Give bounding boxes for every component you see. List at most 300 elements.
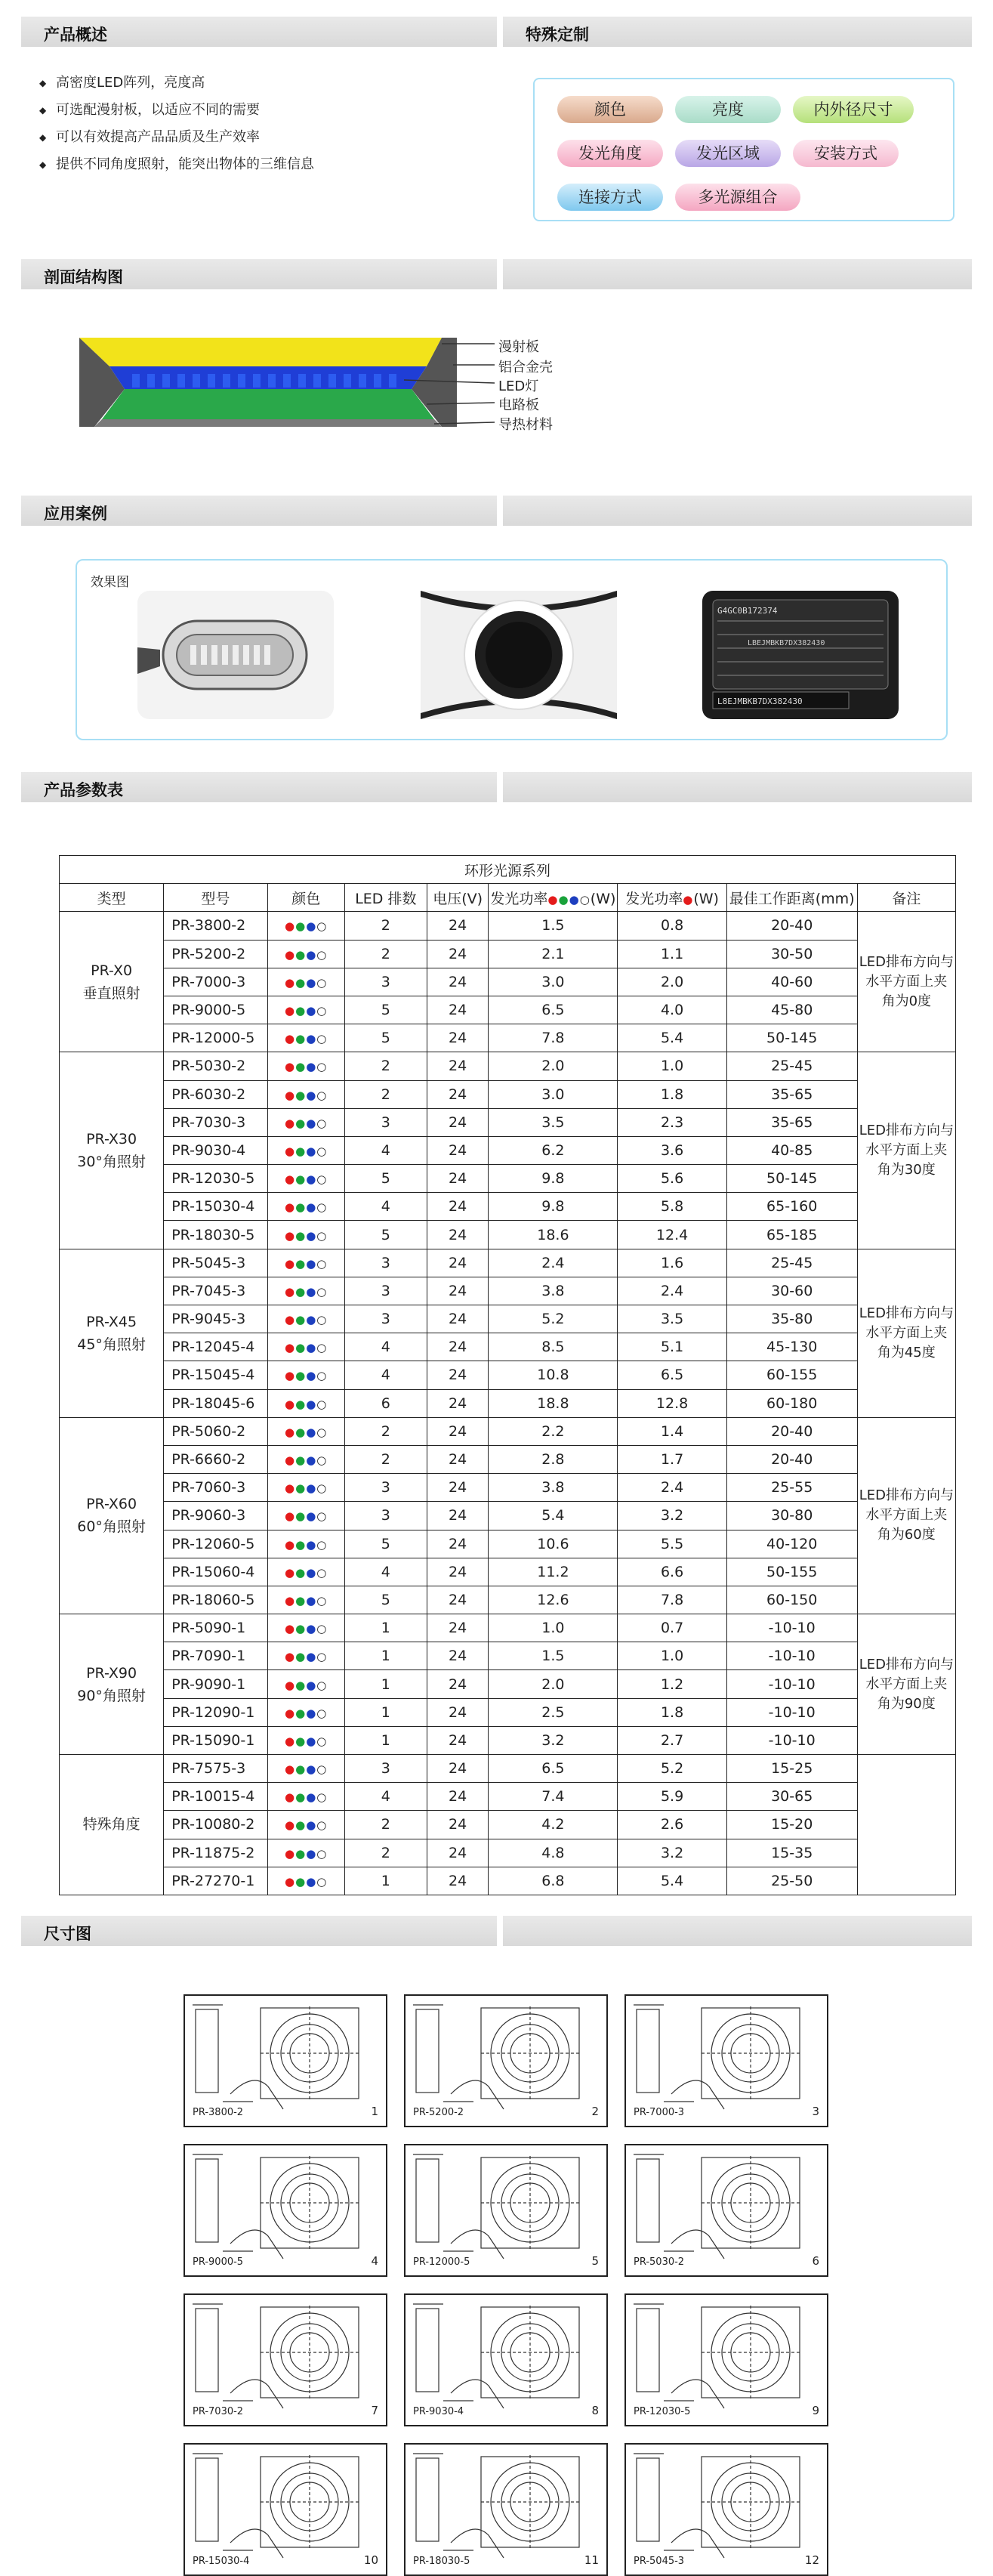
voltage-cell: 24 (427, 1249, 489, 1277)
power-rgbw-cell: 5.4 (489, 1502, 618, 1530)
power-red-cell: 2.4 (618, 1474, 726, 1502)
drawing-model: PR-15030-4 (193, 2556, 250, 2567)
type-angle: 45°角照射 (77, 1336, 146, 1353)
header-type: 类型 (60, 884, 164, 912)
drawing-model: PR-5045-3 (634, 2556, 685, 2567)
table-row (60, 1614, 956, 1642)
plate-line: L8EJMBKB7DX382430 (717, 697, 803, 706)
layer-label: 铝合金壳 (498, 360, 553, 375)
table-row (60, 1726, 956, 1754)
voltage-cell: 24 (427, 1867, 489, 1895)
dimension-drawing (404, 2293, 608, 2426)
power-rgbw-cell: 5.2 (489, 1305, 618, 1333)
cases-box (76, 559, 948, 740)
power-rgbw-cell: 1.5 (489, 1642, 618, 1670)
drawing-number: 11 (584, 2553, 599, 2567)
power-rgbw-cell: 4.8 (489, 1839, 618, 1867)
voltage-cell: 24 (427, 1361, 489, 1389)
power-red-cell: 5.5 (618, 1530, 726, 1558)
note-cell (857, 1755, 955, 1895)
power-red-cell: 1.8 (618, 1698, 726, 1726)
color-dots: ●●●○ (267, 940, 344, 968)
bullet-item: ◆ 提供不同角度照射，能突出物体的三维信息 (39, 151, 314, 178)
table-row (60, 1783, 956, 1811)
table-row (60, 1305, 956, 1333)
type-angle: 90°角照射 (77, 1687, 146, 1704)
power-rgbw-cell: 7.4 (489, 1783, 618, 1811)
model-cell: PR-9090-1 (164, 1670, 267, 1698)
dimension-drawing (183, 2443, 387, 2576)
section-header-dimensions (21, 1916, 497, 1946)
table-caption: 环形光源系列 (60, 856, 956, 884)
power-rgbw-cell: 2.0 (489, 1052, 618, 1080)
type-angle: 30°角照射 (77, 1153, 146, 1170)
power-red-cell: 5.4 (618, 1867, 726, 1895)
model-cell: PR-5060-2 (164, 1417, 267, 1445)
led-rows-cell: 5 (344, 1024, 427, 1052)
led-rows-cell: 4 (344, 1361, 427, 1389)
spec-table (59, 855, 956, 1895)
table-row (60, 996, 956, 1024)
drawing-number: 4 (371, 2254, 378, 2268)
section-header-blank (503, 496, 972, 526)
option-mounting: 安装方式 (793, 140, 899, 167)
color-dots: ●●●○ (267, 1024, 344, 1052)
power-rgbw-cell: 6.8 (489, 1867, 618, 1895)
color-dots: ●●●○ (267, 1642, 344, 1670)
table-row (60, 1586, 956, 1614)
model-cell: PR-18060-5 (164, 1586, 267, 1614)
drawing-number: 10 (363, 2553, 378, 2567)
led-rows-cell: 1 (344, 1726, 427, 1754)
table-row (60, 940, 956, 968)
led-rows-cell: 4 (344, 1558, 427, 1586)
power-red-cell: 5.9 (618, 1783, 726, 1811)
led-rows-cell: 5 (344, 1586, 427, 1614)
model-cell: PR-10015-4 (164, 1783, 267, 1811)
led-rows-cell: 3 (344, 1305, 427, 1333)
drawing-model: PR-12030-5 (634, 2406, 691, 2417)
power-red-cell: 1.0 (618, 1052, 726, 1080)
header-distance: 最佳工作距离(mm) (726, 884, 857, 912)
dimension-drawing (404, 2144, 608, 2277)
color-dots: ●●●○ (267, 1277, 344, 1305)
color-dots: ●●●○ (267, 1502, 344, 1530)
led-rows-cell: 4 (344, 1783, 427, 1811)
color-dots: ●●●○ (267, 1249, 344, 1277)
model-cell: PR-15090-1 (164, 1726, 267, 1754)
type-code: PR-X90 (86, 1664, 137, 1682)
drawing-number: 6 (812, 2254, 819, 2268)
color-dots: ●●●○ (267, 1670, 344, 1698)
distance-cell: 15-35 (726, 1839, 857, 1867)
model-cell: PR-5045-3 (164, 1249, 267, 1277)
voltage-cell: 24 (427, 940, 489, 968)
voltage-cell: 24 (427, 912, 489, 940)
table-row (60, 1080, 956, 1108)
dimension-drawing (404, 1994, 608, 2127)
color-dots: ●●●○ (267, 1333, 344, 1361)
distance-cell: 25-55 (726, 1474, 857, 1502)
power-red-cell: 2.6 (618, 1811, 726, 1839)
distance-cell: 40-85 (726, 1136, 857, 1164)
distance-cell: -10-10 (726, 1670, 857, 1698)
table-row (60, 968, 956, 996)
distance-cell: -10-10 (726, 1614, 857, 1642)
section-header-cases (21, 496, 497, 526)
led-rows-cell: 2 (344, 912, 427, 940)
power-rgbw-cell: 3.8 (489, 1474, 618, 1502)
color-dots: ●●●○ (267, 1165, 344, 1193)
layer-label: LED灯 (498, 378, 539, 394)
distance-cell: 45-80 (726, 996, 857, 1024)
power-rgbw-cell: 2.8 (489, 1445, 618, 1473)
power-rgbw-cell: 3.0 (489, 1080, 618, 1108)
model-cell: PR-5090-1 (164, 1614, 267, 1642)
case-image-connector (137, 591, 334, 719)
type-angle: 60°角照射 (77, 1518, 146, 1536)
color-dots: ●●●○ (267, 1530, 344, 1558)
voltage-cell: 24 (427, 1530, 489, 1558)
power-rgbw-cell: 2.0 (489, 1670, 618, 1698)
model-cell: PR-6660-2 (164, 1445, 267, 1473)
case-image-nameplate (702, 591, 899, 719)
header-color: 颜色 (267, 884, 344, 912)
table-row (60, 1136, 956, 1164)
color-dots: ●●●○ (267, 1361, 344, 1389)
led-rows-cell: 5 (344, 996, 427, 1024)
type-code: PR-X45 (86, 1313, 137, 1330)
voltage-cell: 24 (427, 1614, 489, 1642)
distance-cell: 30-65 (726, 1783, 857, 1811)
power-rgbw-cell: 4.2 (489, 1811, 618, 1839)
layer-label: 电路板 (498, 397, 539, 413)
color-dots: ●●●○ (267, 1755, 344, 1783)
distance-cell: -10-10 (726, 1698, 857, 1726)
power-rgbw-cell: 6.2 (489, 1136, 618, 1164)
drawing-number: 7 (371, 2404, 378, 2417)
drawing-model: PR-5030-2 (634, 2256, 685, 2268)
voltage-cell: 24 (427, 1698, 489, 1726)
power-red-cell: 1.1 (618, 940, 726, 968)
type-code: PR-X30 (86, 1130, 137, 1147)
power-red-cell: 2.4 (618, 1277, 726, 1305)
power-rgbw-cell: 9.8 (489, 1165, 618, 1193)
header-power-red: 发光功率●(W) (618, 884, 726, 912)
color-dots: ●●●○ (267, 1389, 344, 1417)
distance-cell: 30-80 (726, 1502, 857, 1530)
model-cell: PR-9000-5 (164, 996, 267, 1024)
led-rows-cell: 3 (344, 1474, 427, 1502)
dimension-drawing (404, 2443, 608, 2576)
drawing-number: 2 (591, 2105, 599, 2118)
voltage-cell: 24 (427, 1305, 489, 1333)
color-dots: ●●●○ (267, 1052, 344, 1080)
power-red-cell: 12.8 (618, 1389, 726, 1417)
dimension-drawing (183, 1994, 387, 2127)
led-rows-cell: 1 (344, 1867, 427, 1895)
distance-cell: 35-65 (726, 1108, 857, 1136)
model-cell: PR-18030-5 (164, 1221, 267, 1249)
table-row (60, 1867, 956, 1895)
voltage-cell: 24 (427, 1417, 489, 1445)
model-cell: PR-7045-3 (164, 1277, 267, 1305)
overview-bullets (39, 69, 314, 178)
drawing-number: 1 (371, 2105, 378, 2118)
led-rows-cell: 2 (344, 940, 427, 968)
power-rgbw-cell: 7.8 (489, 1024, 618, 1052)
power-red-cell: 2.7 (618, 1726, 726, 1754)
layer-label: 导热材料 (498, 417, 553, 433)
note-cell: LED排布方向与水平方面上夹角为0度 (857, 912, 955, 1052)
led-rows-cell: 2 (344, 1080, 427, 1108)
distance-cell: 15-25 (726, 1755, 857, 1783)
bullet-item: ◆ 高密度LED阵列，亮度高 (39, 69, 314, 97)
model-cell: PR-5030-2 (164, 1052, 267, 1080)
color-dots: ●●●○ (267, 1136, 344, 1164)
table-row (60, 1839, 956, 1867)
type-cell (60, 1417, 164, 1614)
led-rows-cell: 4 (344, 1136, 427, 1164)
power-red-cell: 1.0 (618, 1642, 726, 1670)
table-row (60, 1755, 956, 1783)
power-rgbw-cell: 3.5 (489, 1108, 618, 1136)
distance-cell: 60-150 (726, 1586, 857, 1614)
drawing-model: PR-7030-2 (193, 2406, 244, 2417)
table-row (60, 1221, 956, 1249)
cross-section-diagram (79, 336, 502, 434)
option-diameter: 内外径尺寸 (793, 96, 914, 123)
led-rows-cell: 6 (344, 1389, 427, 1417)
model-cell: PR-27270-1 (164, 1867, 267, 1895)
drawing-model: PR-3800-2 (193, 2107, 244, 2118)
power-rgbw-cell: 3.0 (489, 968, 618, 996)
table-row (60, 1277, 956, 1305)
table-row (60, 1052, 956, 1080)
drawing-model: PR-18030-5 (413, 2556, 470, 2567)
color-dots: ●●●○ (267, 1783, 344, 1811)
option-multi-source: 多光源组合 (675, 184, 800, 211)
header-led-rows: LED 排数 (344, 884, 427, 912)
power-rgbw-cell: 18.6 (489, 1221, 618, 1249)
voltage-cell: 24 (427, 1670, 489, 1698)
distance-cell: 45-130 (726, 1333, 857, 1361)
power-rgbw-cell: 3.2 (489, 1726, 618, 1754)
power-red-cell: 6.5 (618, 1361, 726, 1389)
table-row (60, 912, 956, 940)
model-cell: PR-15030-4 (164, 1193, 267, 1221)
voltage-cell: 24 (427, 1277, 489, 1305)
distance-cell: 60-155 (726, 1361, 857, 1389)
power-rgbw-cell: 6.5 (489, 996, 618, 1024)
power-rgbw-cell: 3.8 (489, 1277, 618, 1305)
table-row (60, 1389, 956, 1417)
led-rows-cell: 2 (344, 1052, 427, 1080)
voltage-cell: 24 (427, 1755, 489, 1783)
table-row (60, 1558, 956, 1586)
voltage-cell: 24 (427, 996, 489, 1024)
color-dots: ●●●○ (267, 968, 344, 996)
table-row (60, 1417, 956, 1445)
led-rows-cell: 4 (344, 1193, 427, 1221)
color-dots: ●●●○ (267, 912, 344, 940)
power-rgbw-cell: 8.5 (489, 1333, 618, 1361)
power-red-cell: 1.7 (618, 1445, 726, 1473)
type-code: PR-X60 (86, 1496, 137, 1513)
power-rgbw-cell: 1.5 (489, 912, 618, 940)
power-red-cell: 1.4 (618, 1417, 726, 1445)
voltage-cell: 24 (427, 1193, 489, 1221)
power-rgbw-cell: 1.0 (489, 1614, 618, 1642)
drawing-number: 3 (812, 2105, 819, 2118)
led-rows-cell: 1 (344, 1614, 427, 1642)
power-red-cell: 5.6 (618, 1165, 726, 1193)
table-row (60, 1193, 956, 1221)
power-rgbw-cell: 18.8 (489, 1389, 618, 1417)
color-dots: ●●●○ (267, 1867, 344, 1895)
model-cell: PR-11875-2 (164, 1839, 267, 1867)
power-red-cell: 12.4 (618, 1221, 726, 1249)
header-note: 备注 (857, 884, 955, 912)
table-row (60, 1698, 956, 1726)
note-cell: LED排布方向与水平方面上夹角为60度 (857, 1417, 955, 1614)
power-red-cell: 5.1 (618, 1333, 726, 1361)
option-brightness: 亮度 (675, 96, 781, 123)
model-cell: PR-7030-3 (164, 1108, 267, 1136)
header-power-rgbw: 发光功率●●●○(W) (489, 884, 618, 912)
power-red-cell: 4.0 (618, 996, 726, 1024)
voltage-cell: 24 (427, 1726, 489, 1754)
option-area: 发光区域 (675, 140, 781, 167)
power-red-cell: 3.2 (618, 1502, 726, 1530)
power-rgbw-cell: 2.2 (489, 1417, 618, 1445)
table-row (60, 1108, 956, 1136)
model-cell: PR-12030-5 (164, 1165, 267, 1193)
section-header-custom (503, 17, 972, 47)
power-rgbw-cell: 10.8 (489, 1361, 618, 1389)
type-angle: 垂直照射 (82, 984, 140, 1002)
power-red-cell: 3.2 (618, 1839, 726, 1867)
voltage-cell: 24 (427, 1024, 489, 1052)
led-rows-cell: 3 (344, 1502, 427, 1530)
color-dots: ●●●○ (267, 1839, 344, 1867)
distance-cell: -10-10 (726, 1642, 857, 1670)
dimensions-title: 尺寸图 (44, 1925, 91, 1943)
dimension-drawing (624, 2144, 828, 2277)
type-code: PR-X0 (91, 962, 133, 979)
distance-cell: 25-50 (726, 1867, 857, 1895)
voltage-cell: 24 (427, 1389, 489, 1417)
drawing-number: 8 (591, 2404, 599, 2417)
section-header-params (21, 772, 497, 802)
led-rows-cell: 2 (344, 1839, 427, 1867)
color-dots: ●●●○ (267, 996, 344, 1024)
power-red-cell: 5.8 (618, 1193, 726, 1221)
led-rows-cell: 3 (344, 1277, 427, 1305)
voltage-cell: 24 (427, 1445, 489, 1473)
model-cell: PR-12000-5 (164, 1024, 267, 1052)
option-connection: 连接方式 (557, 184, 663, 211)
option-angle: 发光角度 (557, 140, 663, 167)
color-dots: ●●●○ (267, 1445, 344, 1473)
power-rgbw-cell: 2.1 (489, 940, 618, 968)
power-red-cell: 5.4 (618, 1024, 726, 1052)
model-cell: PR-15060-4 (164, 1558, 267, 1586)
distance-cell: 50-145 (726, 1165, 857, 1193)
led-rows-cell: 3 (344, 968, 427, 996)
model-cell: PR-9045-3 (164, 1305, 267, 1333)
model-cell: PR-18045-6 (164, 1389, 267, 1417)
model-cell: PR-7090-1 (164, 1642, 267, 1670)
power-rgbw-cell: 2.5 (489, 1698, 618, 1726)
table-row (60, 1474, 956, 1502)
led-rows-cell: 1 (344, 1642, 427, 1670)
voltage-cell: 24 (427, 1783, 489, 1811)
plate-line: G4GC0B172374 (717, 606, 778, 616)
power-rgbw-cell: 12.6 (489, 1586, 618, 1614)
drawing-model: PR-9000-5 (193, 2256, 244, 2268)
power-red-cell: 1.8 (618, 1080, 726, 1108)
model-cell: PR-15045-4 (164, 1361, 267, 1389)
distance-cell: 40-60 (726, 968, 857, 996)
color-dots: ●●●○ (267, 1108, 344, 1136)
bullet-item: ◆ 可选配漫射板，以适应不同的需要 (39, 97, 314, 124)
dimension-drawing (183, 2293, 387, 2426)
section-title: 剖面结构图 (44, 268, 123, 286)
voltage-cell: 24 (427, 1165, 489, 1193)
distance-cell: 50-145 (726, 1024, 857, 1052)
model-cell: PR-7060-3 (164, 1474, 267, 1502)
distance-cell: 65-185 (726, 1221, 857, 1249)
power-red-cell: 6.6 (618, 1558, 726, 1586)
distance-cell: 25-45 (726, 1052, 857, 1080)
table-row (60, 1333, 956, 1361)
section-header-overview (21, 17, 497, 47)
model-cell: PR-3800-2 (164, 912, 267, 940)
distance-cell: 20-40 (726, 1417, 857, 1445)
distance-cell: 65-160 (726, 1193, 857, 1221)
model-cell: PR-10080-2 (164, 1811, 267, 1839)
led-rows-cell: 5 (344, 1530, 427, 1558)
color-dots: ●●●○ (267, 1614, 344, 1642)
color-dots: ●●●○ (267, 1417, 344, 1445)
table-row (60, 1165, 956, 1193)
led-rows-cell: 5 (344, 1221, 427, 1249)
color-dots: ●●●○ (267, 1221, 344, 1249)
type-cell (60, 1755, 164, 1895)
led-rows-cell: 3 (344, 1249, 427, 1277)
color-dots: ●●●○ (267, 1558, 344, 1586)
model-cell: PR-6030-2 (164, 1080, 267, 1108)
voltage-cell: 24 (427, 1839, 489, 1867)
model-cell: PR-12060-5 (164, 1530, 267, 1558)
note-cell: LED排布方向与水平方面上夹角为90度 (857, 1614, 955, 1755)
voltage-cell: 24 (427, 1586, 489, 1614)
section-header-blank (503, 259, 972, 289)
power-red-cell: 1.6 (618, 1249, 726, 1277)
section-header-blank (503, 1916, 972, 1946)
custom-title: 特殊定制 (526, 26, 589, 44)
voltage-cell: 24 (427, 1642, 489, 1670)
drawing-model: PR-5200-2 (413, 2107, 464, 2118)
voltage-cell: 24 (427, 1474, 489, 1502)
distance-cell: 20-40 (726, 1445, 857, 1473)
plate-line: LBEJMBKB7DX382430 (748, 639, 825, 647)
note-cell: LED排布方向与水平方面上夹角为30度 (857, 1052, 955, 1249)
distance-cell: 30-60 (726, 1277, 857, 1305)
table-row (60, 1502, 956, 1530)
power-rgbw-cell: 6.5 (489, 1755, 618, 1783)
